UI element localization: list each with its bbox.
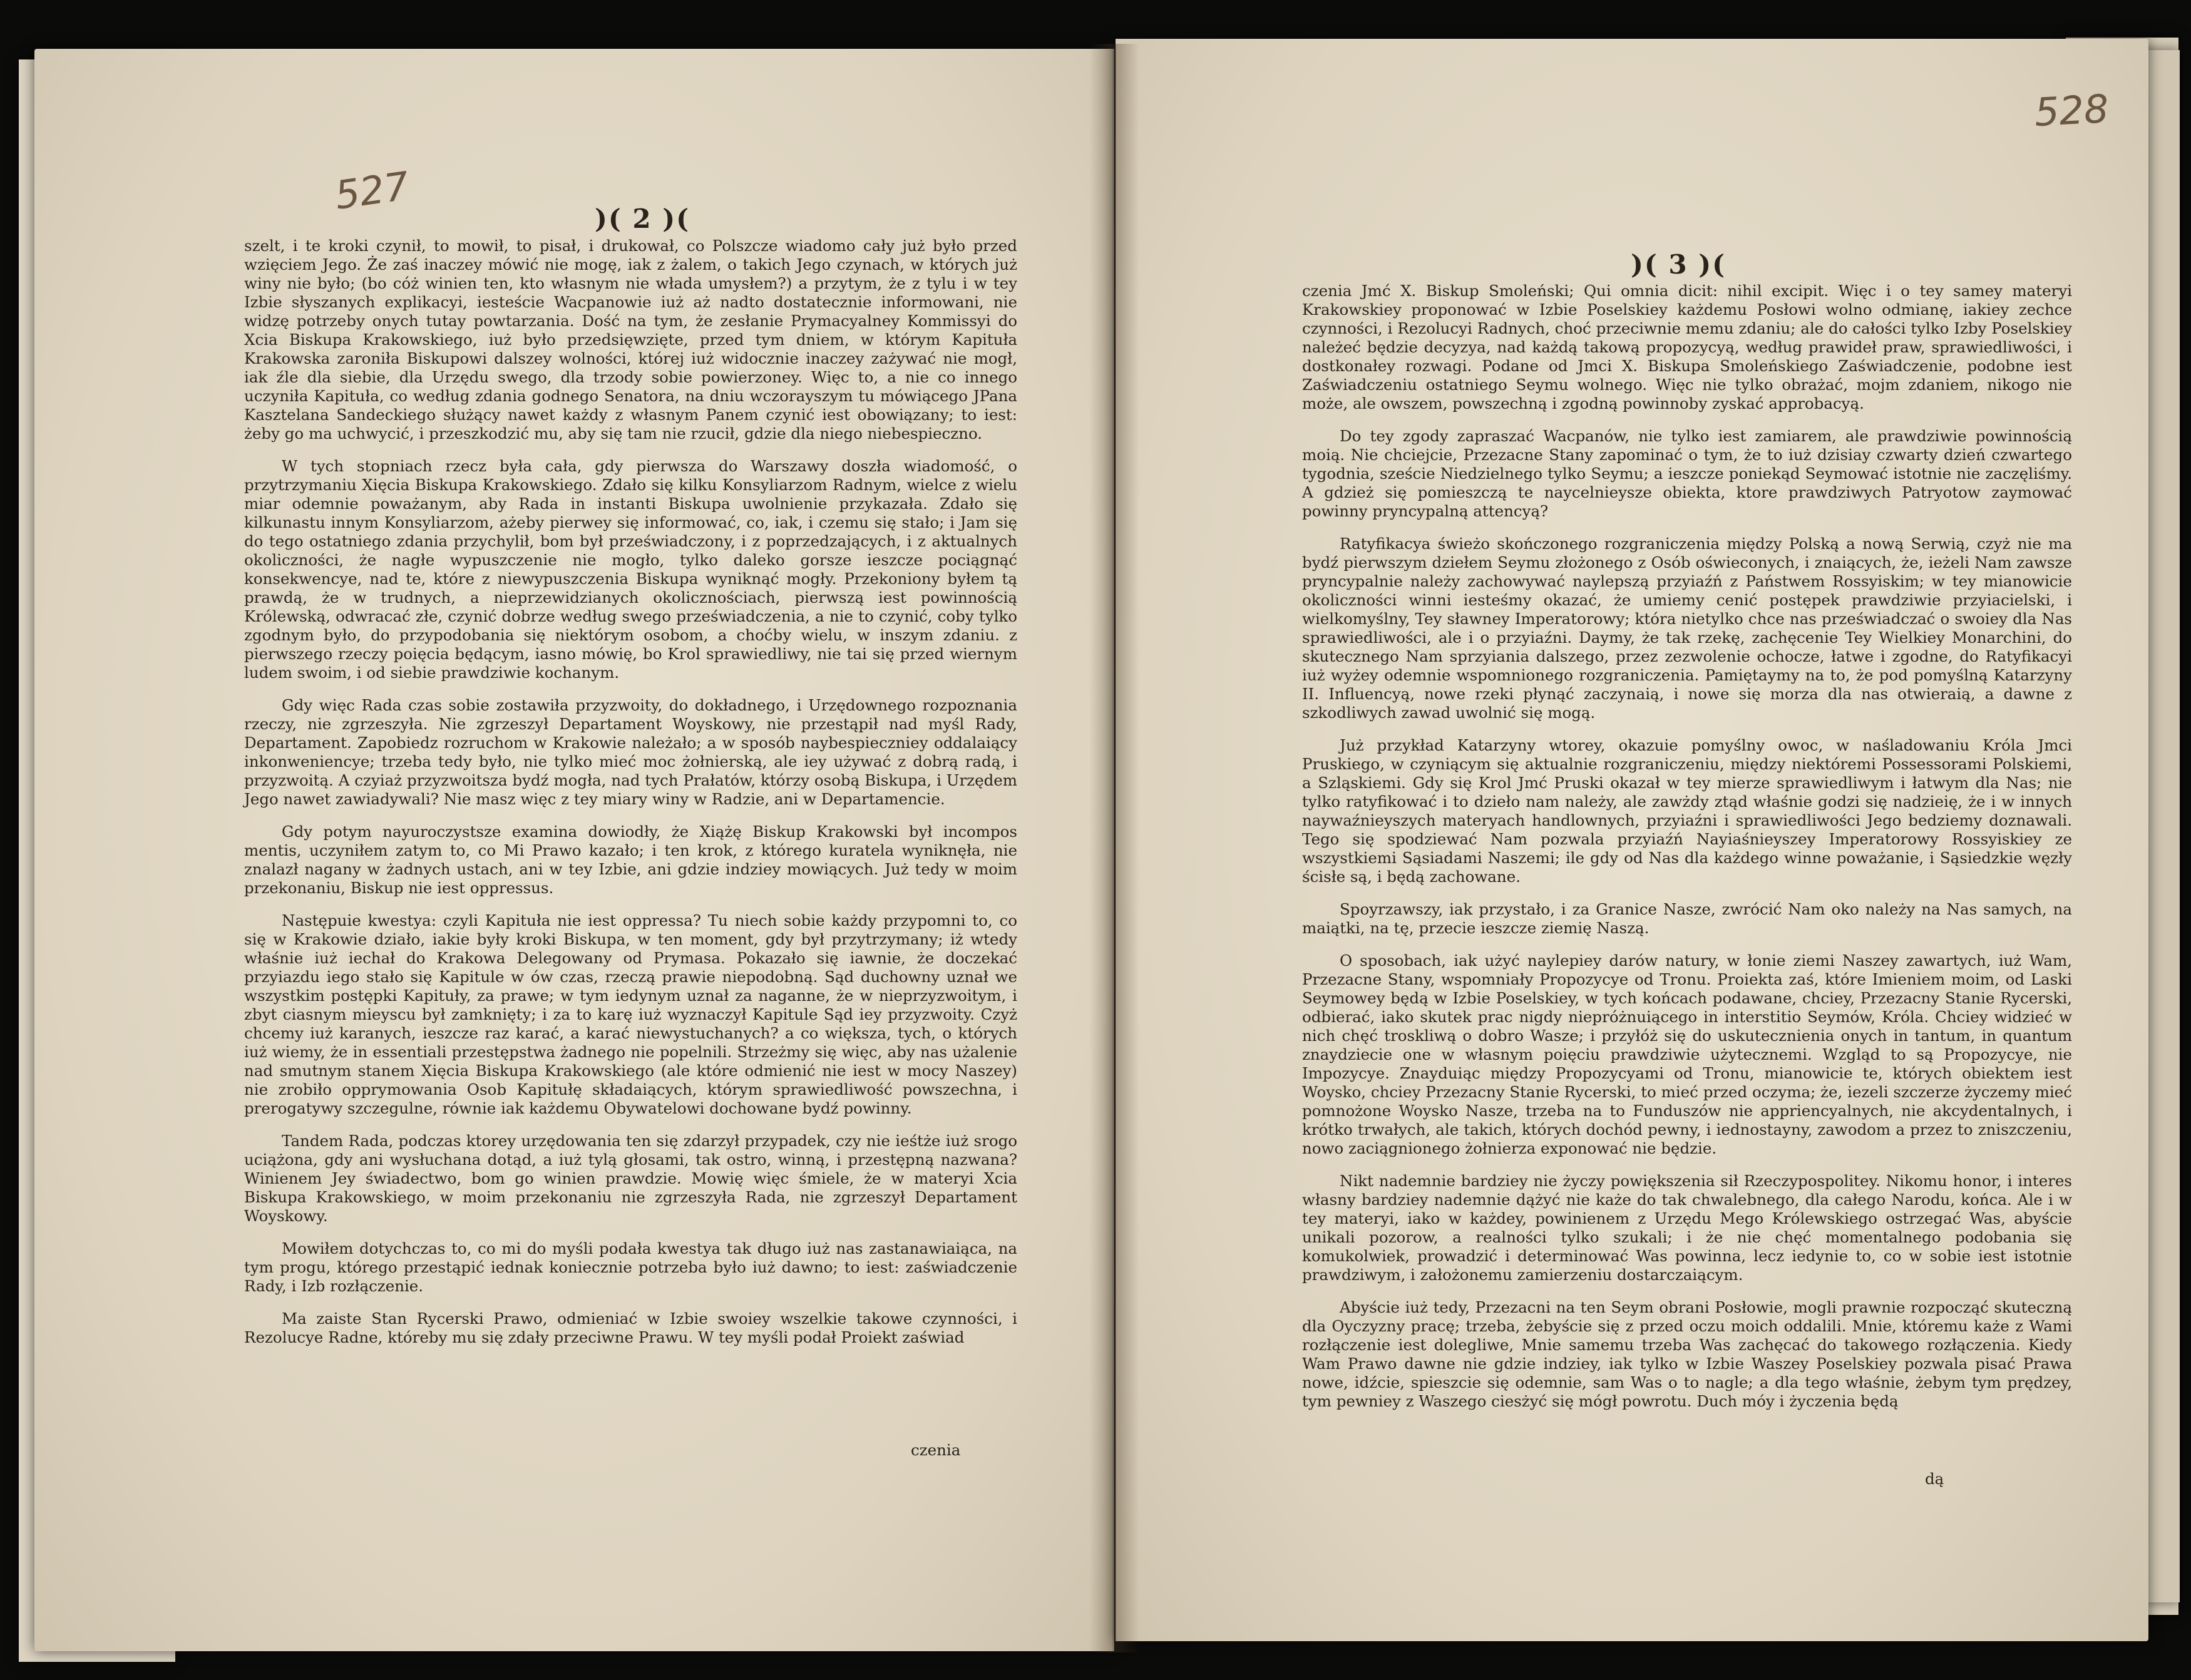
paragraph: Następuie kwestya: czyli Kapituła nie iest oppressa? Tu niech sobie każdy przypomni to, co się w Krakowie działo, iakie były kroki Biskupa, w ten moment, gdy był przytrzymany; iż wtedy właśnie iuż iechał do Krakowa Delegowany od Prymasa. Pokazało się iawnie, że doczekać przyiazdu iego stało się Kapitule w ów czas, rzeczą prawie niepodobną. Sąd duchowny uznał we wszystkim postępki Kapituły, za prawe; w tym iedynym uznał za naganne, że w nieprzyzwoitym, i zbyt ciasnym mieyscu był zamknięty; i za to karę iuż wyznaczył Kapitule Sąd iey przyzwoity. Czyż chcemy iuż karanych, ieszcze raz karać, a karać niewystuchanych? a co większa, tych, o których iuż wiemy, że in essentiali przestępstwa żadnego nie popelnili. Strzeżmy się więc, aby nas użalenie nad smutnym stanem Xięcia Biskupa Krakowskiego (ale które odmienić nie iest w mocy Naszey) nie zrobiło opprymowania Osob Kapitułę składaiących, którym sprawiedliwość powszechna, i prerogatywy szczegulne, równie iak każdemu Obywatelowi dochowane bydź powinny. <box>244 911 1017 1117</box>
book-gutter <box>1089 44 1139 1652</box>
paragraph: Już przykład Katarzyny wtorey, okazuie pomyślny owoc, w naśladowaniu Króla Jmci Pruskiego, w czyniącym się aktualnie rozgraniczeniu, między niektóremi Possessorami Polskiemi, a Szląskiemi. Gdy się Krol Jmć Pruski okazał w tey mierze sprawiedliwym i łatwym dla Nas; nie tylko ratyfikować i to dzieło nam należy, ale zawżdy ztąd właśnie godzi się nadzieię, że i w innych naywaźnieyszych materyach handlownych, przyiaźni i sprawiedliwości Jego bedziemy doznawali. Tego się spodziewać Nam pozwala przyiaźń Nayiaśnieyszey Imperatorowy Rossyiskiey ze wszystkiemi Sąsiadami Naszemi; ile gdy od Nas dla każdego winne poważanie, i Sąsiedzkie węzły ścisłe są, i będą zachowane. <box>1302 736 2072 886</box>
paragraph: czenia Jmć X. Biskup Smoleński; Qui omnia dicit: nihil excipit. Więc i o tey samey materyi Krakowskiey proponować w Izbie Poselskiey każdemu Posłowi wolno odmianę, iakiey zechce czynności, i Rezolucyi Radnych, choć przeciwnie memu zdaniu; ale do całości tylko Izby Poselskiey należeć będzie decyzya, nad każdą takową propozycyą, według prawideł praw, sprawiedliwości, i dostkonałey rozwagi. Podane od Jmci X. Biskupa Smoleńskiego Zaświadczenie, podobne iest Zaświadczeniu ostatniego Seymu wolnego. Więc nie tylko obrażać, mojm zdaniem, nikogo nie może, ale owszem, powszechną i zgodną powinnoby zyskać approbacyą. <box>1302 282 2072 412</box>
left-page-text <box>244 237 1017 1361</box>
paragraph: Gdy potym nayuroczystsze examina dowiodły, że Xiążę Biskup Krakowski był incompos mentis, uczyniłem zatym to, co Mi Prawo kazało; i ten krok, z którego kuratela wyniknęła, nie znalazł nagany w żadnych ustach, ani w tey Izbie, ani gdzie indziey mowiących. Już tedy w moim przekonaniu, Biskup nie iest oppressus. <box>244 822 1017 897</box>
paragraph: szelt, i te kroki czynił, to mowił, to pisał, i drukował, co Polszcze wiadomo cały już było przed wzięciem Jego. Że zaś inaczey mówić nie mogę, iak z żalem, o takich Jego czynach, w których już winy nie było; (bo cóż winien ten, kto własnym nie włada umysłem?) a przytym, że z tylu i w tey Izbie słyszanych explikacyi, iesteście Wacpanowie iuż aż nadto dostatecznie informowani, nie widzę potrzeby onych tutay powtarzania. Dość na tym, że zesłanie Prymacyalney Kommissyi do Xcia Biskupa Krakowskiego, iuż było przedsięwzięte, przed tym dniem, w którym Kapituła Krakowska zaroniła Biskupowi dalszey wolności, której iuż widocznie inaczey zażywać nie mogł, iak źle dla siebie, dla Urzędu swego, dla trzody sobie powierzoney. Więc to, a nie co innego uczyniła Kapituła, co według zdania godnego Senatora, na dniu wczorayszym tu mówiącego JPana Kasztelana Sandeckiego służący nawet każdy z własnym Panem czynić iest obowiązany; to iest: żeby go ma uchwycić, i przeszkodzić mu, aby się tam nie rzucił, gdzie dla niego niebespieczno. <box>244 237 1017 443</box>
left-page-number: )( 2 )( <box>595 203 690 234</box>
paragraph: Mowiłem dotychczas to, co mi do myśli podała kwestya tak długo iuż nas zastanawiaiąca, na tym progu, którego przestąpić iednak koniecznie potrzeba było iuż dawno; to iest: zaświadczenie Rady, i Izb rozłączenie. <box>244 1239 1017 1295</box>
paragraph: W tych stopniach rzecz była cała, gdy pierwsza do Warszawy doszła wiadomość, o przytrzymaniu Xięcia Biskupa Krakowskiego. Zdało się kilku Konsyliarzom Radnym, wielce z wielu miar odemnie poważanym, aby Rada in instanti Biskupa uwolnienie przykazała. Zdało się kilkunastu innym Konsyliarzom, ażeby pierwey się informować, co, iak, i czemu się stało; i Jam się do tego ostatniego zdania przychylił, bom był przeświadczony, i z poprzedzających, i z aktualnych okoliczności, że nagłe wypuszczenie nie mogło, tylko daleko gorsze ieszcze pociągnąć konsekwencye, nad te, które z niewypuszczenia Biskupa wyniknąć mogły. Przekoniony byłem tą prawdą, że w trudnych, a nieprzewidzianych okolicznościach, pierwszą iest powinnością Królewską, odwracać złe, czynić dobrze według swego przeświadczenia, a nie to czynić, coby tylko zgodnym było, do przypodobania się niektórym osobom, a choćby wielu, w inszym zdaniu. z pierwszego rzeczy poięcia będącym, iasno mówię, bo Krol sprawiedliwy, nie tai się przed wiernym ludem swoim, i od siebie prawdziwie kochanym. <box>244 457 1017 682</box>
right-catchword: dą <box>1925 1470 1944 1488</box>
paragraph: Ma zaiste Stan Rycerski Prawo, odmieniać w Izbie swoiey wszelkie takowe czynności, i Rezolucye Radne, któreby mu się zdały przeciwne Prawu. W tey myśli podał Proiekt zaświad <box>244 1309 1017 1346</box>
right-page-number: )( 3 )( <box>1631 249 1726 280</box>
paragraph: Nikt nademnie bardziey nie życzy powiększenia sił Rzeczypospolitey. Nikomu honor, i interes własny bardziey nademnie dążyć nie każe do tak chwalebnego, dla całego Narodu, końca. Ale i w tey materyi, iako w każdey, powinienem z Urzędu Mego Królewskiego ostrzegać Was, abyście unikali pozorow, a realności tylko szukali; i że nie chęć momentalnego podobania się komukolwiek, prowadzić i determinować Was powinna, lecz iedynie to, co w sobie iest istotnie prawdziwym, i założonemu zamierzeniu dostarczaiącym. <box>1302 1172 2072 1284</box>
paragraph: Do tey zgody zapraszać Wacpanów, nie tylko iest zamiarem, ale prawdziwie powinnością moią. Nie chciejcie, Przezacne Stany zapominać o tym, że to iuż dzisiay czwarty dzień czwartego tygodnia, szeście Niedzielnego tylko Seymu; a ieszcze poniekąd Seymować istotnie nie zaczęliśmy. A gdzież się pomieszczą te naycelnieysze obiekta, ktore prawdziwych Patryotow zaymować powinny pryncypalną attencyą? <box>1302 427 2072 520</box>
right-page-text <box>1302 282 2072 1425</box>
paragraph: Spoyrzawszy, iak przystało, i za Granice Nasze, zwrócić Nam oko należy na Nas samych, na maiątki, na tę, przecie ieszcze ziemię Naszą. <box>1302 900 2072 937</box>
paragraph: Abyście iuż tedy, Przezacni na ten Seym obrani Posłowie, mogli prawnie rozpocząć skuteczną dla Oyczyzny pracę; trzeba, żebyście się z przed oczu moich oddalili. Mnie, któremu każe z Wami rozłączenie iest dolegliwe, Mnie samemu trzeba Was zachęcać do takowego rozłączenia. Kiedy Wam Prawo dawne nie gdzie indziey, iak tylko w Izbie Waszey Poselskiey pozwala pisać Prawa nowe, idźcie, spieszcie się odemnie, sam Was o to nagle; a dla tego właśnie, żebym tym prędzey, tym pewniey z Waszego ciesżyć się mógł powrotu. Duch móy i życzenia będą <box>1302 1298 2072 1410</box>
paragraph: Tandem Rada, podczas ktorey urzędowania ten się zdarzył przypadek, czy nie ieśtże iuż srogo uciążona, gdy ani wysłuchana dotąd, a iuż tylą głosami, tak ostro, winną, i przestępną nazwana? Winienem Jey świadectwo, bom go winien prawdzie. Mowię więc śmiele, że w materyi Xcia Biskupa Krakowskiego, w moim przekonaniu nie zgrzeszyła Rada, nie zgrzeszył Departament Woyskowy. <box>244 1132 1017 1225</box>
left-catchword: czenia <box>911 1441 961 1459</box>
paragraph: Ratyfikacya świeżo skończonego rozgraniczenia między Polską a nową Serwią, czyż nie ma bydź pierwszym dziełem Seymu złożonego z Osób oświeconych, i znaiących, że, ieżeli Nam zawsze pryncypalnie należy zachowywać naylepszą przyiaźń z Państwem Rossyiskim; w tey mianowicie okoliczności winni iesteśmy okazać, że umiemy cenić postępek prawdziwie przyiacielski, i wielkomyślny, Tey sławney Imperatorowy; która nietylko chce nas przeświadczać o swoiey dla Nas sprawiedliwości, ale i o przyiaźni. Daymy, że tak rzekę, zachęcenie Tey Wielkiey Monarchini, do skutecznego Nam sprzyiania dalszego, przez zezwolenie ochocze, łatwe i zgodne, do Ratyfikacyi iuż wyżey odemnie wspomnionego rozgraniczenia. Pamiętaymy na to, że pod pomyślną Katarzyny II. Influencyą, nowe rzeki płynąć zaczynaią, i nowe się morza dla nas otwieraią, a dawne z szkodliwych zawad uwolnić się mogą. <box>1302 535 2072 722</box>
paragraph: O sposobach, iak użyć naylepiey darów natury, w łonie ziemi Naszey zawartych, iuż Wam, Przezacne Stany, wspomniały Propozycye od Tronu. Proiekta zaś, które Imieniem moim, od Laski Seymowey będą w Izbie Poselskiey, w tych końcach podawane, chciey, Przezacny Stanie Rycerski, odbierać, iako skutek prac nigdy niepróżnuiącego in interstitio Seymów, Króla. Chciey widzieć w nich chęć troskliwą o dobro Wasze; i przyłóż się do uskutecznienia onych in tantum, in quantum znaydziecie one w własnym poięciu prawdziwie użytecznemi. Wzgląd to są Propozycye, nie Impozycye. Znayduiąc między Propozycyami od Tronu, mianowicie te, których obiektem iest Woysko, chciey Przezacny Stanie Rycerski, to mieć przed oczyma; że, iezeli szczerze życzemy mieć pomnożone Woysko Nasze, trzeba na to Funduszów nie appriencyalnych, nie akcydentalnych, i krótko trwałych, ale takich, których dochód pewny, i iednostayny, zawodom a przez to zniszczeniu, nowo zaciągnionego żołnierza exponować nie będzie. <box>1302 951 2072 1157</box>
left-folio-handwritten: 527 <box>332 163 412 218</box>
right-folio-handwritten: 528 <box>2033 85 2110 136</box>
paragraph: Gdy więc Rada czas sobie zostawiła przyzwoity, do dokładnego, i Urzędownego rozpoznania rzeczy, nie zgrzeszyła. Nie zgrzeszył Departament Woyskowy, nie przestąpił nad myśl Rady, Departament. Zapobiedz rozruchom w Krakowie należało; a w sposób naybespieczniey oddalaiący inkonweniencye; trzeba tedy było, nie tylko mieć moc żołnierską, ale iey używać z dobrą radą, i przyzwoitą. A czyiaż przyzwoitsza bydź mogła, nad tych Prałatów, którzy osobą Biskupa, i Urzędem Jego nawet zawiadywali? Nie masz więc z tey miary winy w Radzie, ani w Departamencie. <box>244 696 1017 808</box>
